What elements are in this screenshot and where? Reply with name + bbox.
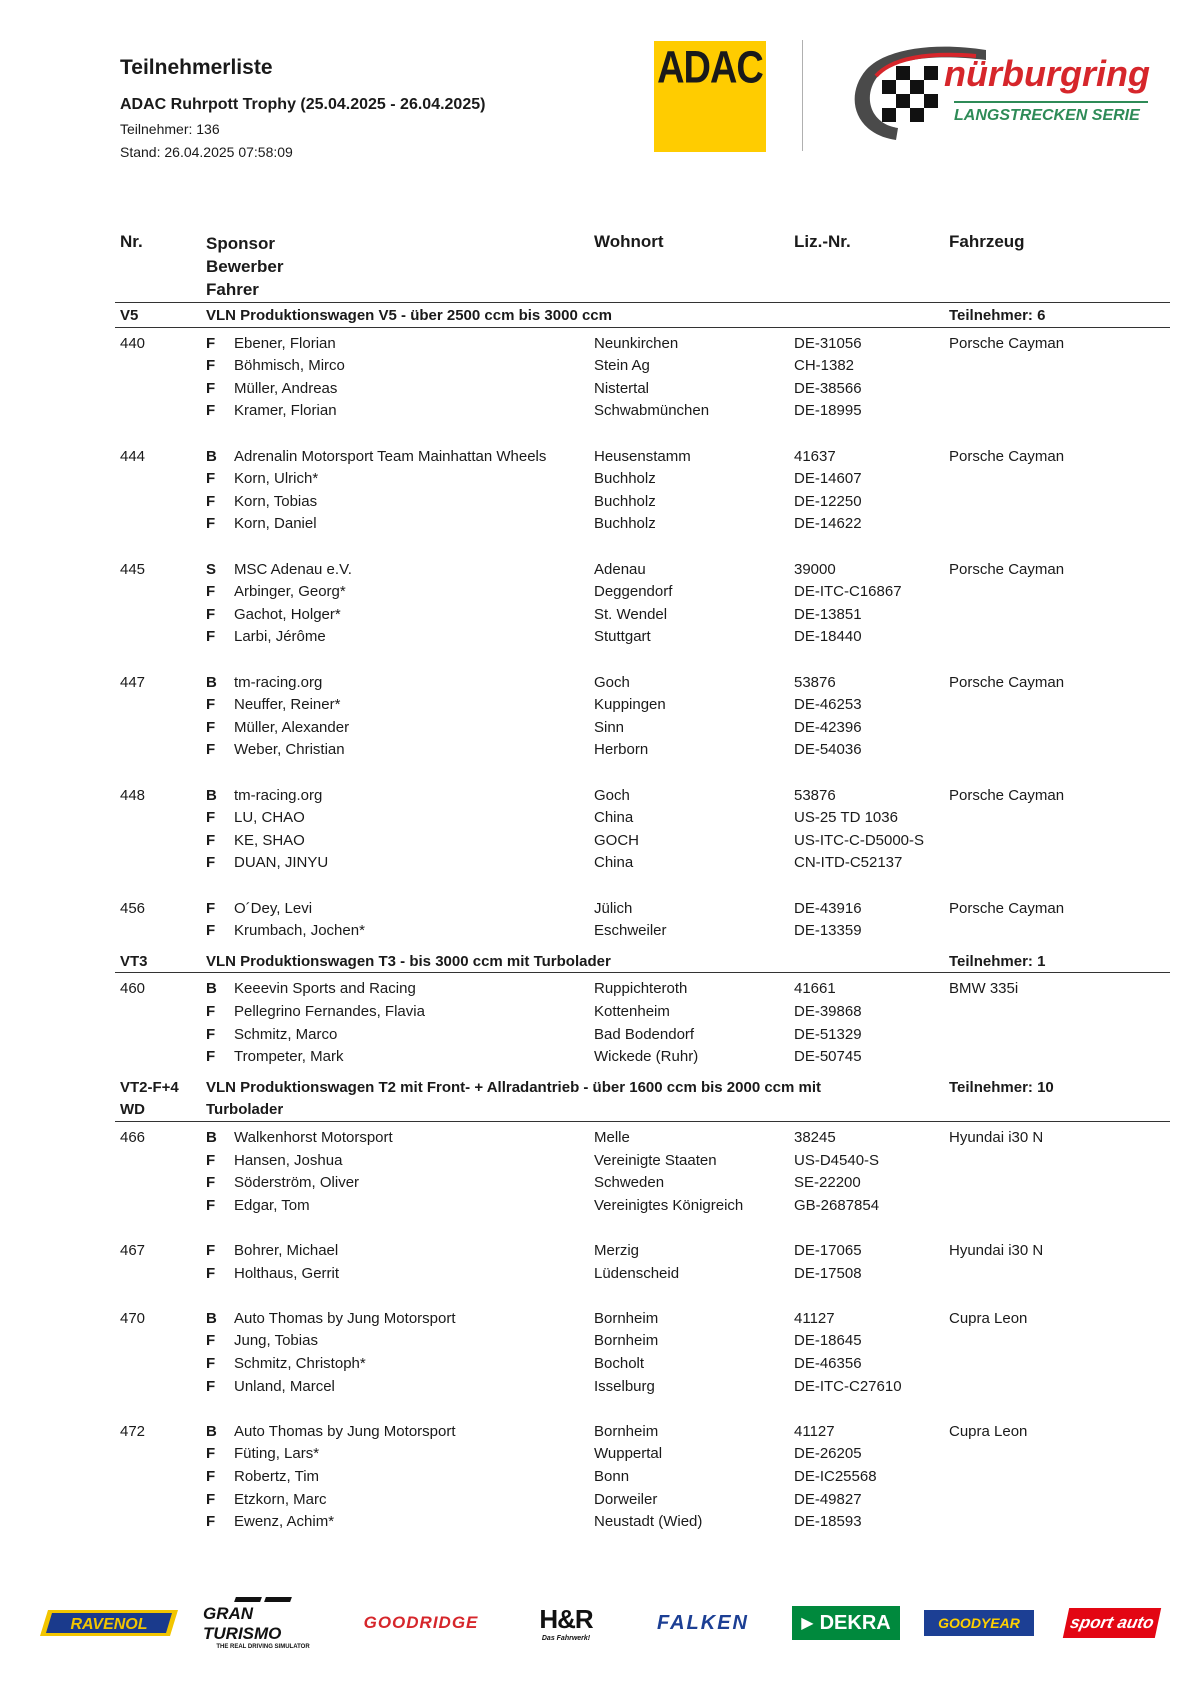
residence: Schwabmünchen (594, 402, 710, 420)
participant-row (0, 332, 1190, 355)
start-number: 456 (120, 899, 146, 917)
residence: Schweden (594, 1174, 665, 1192)
start-number: 448 (120, 786, 146, 804)
residence: Goch (594, 673, 630, 691)
event-title: ADAC Ruhrpott Trophy (25.04.2025 - 26.04.2025) (120, 96, 486, 113)
stand-timestamp: Stand: 26.04.2025 07:58:09 (120, 144, 293, 160)
participant-name: Ewenz, Achim* (234, 1513, 335, 1531)
license-number: DE-17508 (794, 1264, 862, 1282)
residence: Bocholt (594, 1355, 645, 1372)
license-number: US-ITC-C-D5000-S (794, 831, 925, 849)
role-code: B (206, 1422, 217, 1440)
start-number: 447 (120, 673, 146, 691)
participant-row (0, 490, 1190, 513)
dekra-logo (792, 1606, 900, 1640)
section-rule (115, 972, 1170, 973)
start-number: 467 (120, 1242, 146, 1259)
residence: Bornheim (594, 1332, 659, 1350)
role-code: B (206, 1309, 217, 1327)
ravenol-logo (40, 1600, 178, 1646)
residence: Stein Ag (594, 357, 650, 375)
participant-row (0, 1307, 1190, 1330)
participant-row (0, 467, 1190, 490)
role-code: F (206, 1025, 216, 1043)
participant-row (0, 1171, 1190, 1194)
participant-name: Müller, Alexander (234, 718, 350, 736)
residence: Sinn (594, 718, 625, 736)
participant-row (0, 1329, 1190, 1352)
start-number: 445 (120, 560, 146, 578)
residence: Bornheim (594, 1422, 659, 1440)
residence: Kottenheim (594, 1003, 670, 1020)
participant-row (0, 738, 1190, 761)
residence: Isselburg (594, 1377, 655, 1395)
page-title: Teilnehmerliste (120, 56, 273, 79)
participant-name: O´Dey, Levi (234, 899, 313, 917)
ravenol-wordmark: RAVENOL (70, 1616, 148, 1633)
hr-logo (520, 1600, 612, 1646)
vehicle: Porsche Cayman (949, 899, 1065, 917)
role-code: F (206, 1355, 216, 1372)
participant-row (0, 1420, 1190, 1443)
nuerburgring-wordmark: nürburgring (944, 53, 1150, 94)
column-bewerber: Bewerber (206, 257, 284, 276)
role-code: S (206, 560, 217, 578)
license-number: DE-54036 (794, 741, 862, 759)
participant-name: Böhmisch, Mirco (234, 357, 345, 375)
license-number: US-25 TD 1036 (794, 809, 898, 827)
vehicle: BMW 335i (949, 980, 1019, 998)
section-class-code-cont: WD (120, 1101, 145, 1119)
vehicle: Porsche Cayman (949, 447, 1065, 465)
participant-row (0, 1488, 1190, 1511)
participant-row (0, 377, 1190, 400)
participant-name: Neuffer, Reiner* (234, 696, 341, 714)
goodyear-logo: GOODYEAR (924, 1610, 1034, 1636)
role-code: F (206, 1242, 216, 1259)
participant-name: Ebener, Florian (234, 334, 336, 352)
vehicle: Hyundai i30 N (949, 1129, 1044, 1146)
role-code: B (206, 1129, 217, 1146)
participant-name: Schmitz, Marco (234, 1025, 338, 1043)
start-number: 440 (120, 334, 146, 352)
license-number: DE-39868 (794, 1003, 862, 1020)
section-title: VLN Produktionswagen V5 - über 2500 ccm bis 3000 ccm (206, 307, 612, 324)
participant-row (0, 977, 1190, 1000)
participant-name: MSC Adenau e.V. (234, 560, 352, 578)
participant-name: Hansen, Joshua (234, 1151, 343, 1169)
license-number: DE-46356 (794, 1355, 862, 1372)
license-number: 41661 (794, 980, 836, 998)
gran-turismo-wordmark: GRAN TURISMO (203, 1603, 282, 1643)
participant-name: Jung, Tobias (234, 1332, 318, 1350)
participant-row (0, 603, 1190, 626)
participant-name: tm-racing.org (234, 673, 323, 691)
residence: Bornheim (594, 1309, 659, 1327)
license-number: 38245 (794, 1129, 836, 1146)
adac-logo (654, 41, 766, 152)
vehicle: Porsche Cayman (949, 334, 1065, 352)
participant-row (0, 851, 1190, 874)
participant-row (0, 512, 1190, 535)
license-number: 41637 (794, 447, 836, 465)
residence: Buchholz (594, 470, 656, 488)
role-code: F (206, 1264, 216, 1282)
participant-name: Unland, Marcel (234, 1377, 335, 1395)
license-number: DE-ITC-C16867 (794, 583, 902, 601)
participant-row (0, 1126, 1190, 1149)
residence: Vereinigtes Königreich (594, 1196, 744, 1214)
residence: Stuttgart (594, 628, 651, 646)
license-number: DE-18645 (794, 1332, 862, 1350)
participant-row (0, 580, 1190, 603)
participant-row (0, 399, 1190, 422)
participant-name: Larbi, Jérôme (234, 628, 326, 646)
participant-row (0, 354, 1190, 377)
residence: China (594, 809, 634, 827)
residence: Vereinigte Staaten (594, 1151, 717, 1169)
residence: Wickede (Ruhr) (594, 1048, 699, 1066)
participant-row (0, 1023, 1190, 1046)
participant-name: Edgar, Tom (234, 1196, 310, 1214)
residence: Dorweiler (594, 1490, 658, 1508)
dekra-wordmark: DEKRA (819, 1611, 891, 1634)
section-class-code: VT2-F+4 (120, 1078, 179, 1096)
participant-name: Müller, Andreas (234, 379, 338, 397)
role-code: B (206, 447, 217, 465)
license-number: 39000 (794, 560, 836, 578)
role-code: F (206, 357, 216, 375)
role-code: F (206, 605, 216, 623)
participant-name: Kramer, Florian (234, 402, 337, 420)
residence: St. Wendel (594, 605, 668, 623)
participant-row (0, 806, 1190, 829)
section-class-code: VT3 (120, 952, 148, 970)
license-number: 41127 (794, 1309, 835, 1327)
participant-name: DUAN, JINYU (234, 854, 329, 872)
participant-row (0, 897, 1190, 920)
license-number: CN-ITD-C52137 (794, 854, 903, 872)
participant-name: Söderström, Oliver (234, 1174, 360, 1192)
participant-name: Krumbach, Jochen* (234, 922, 365, 940)
residence: Adenau (594, 560, 646, 578)
residence: Jülich (594, 899, 633, 917)
vehicle: Cupra Leon (949, 1309, 1028, 1327)
license-number: GB-2687854 (794, 1196, 880, 1214)
dekra-arrow-icon: ▶ (801, 1615, 814, 1632)
participant-name: Korn, Tobias (234, 492, 318, 510)
license-number: DE-13359 (794, 922, 862, 940)
start-number: 460 (120, 980, 146, 998)
adac-logo-text: ADAC (657, 43, 763, 94)
section-title: VLN Produktionswagen T3 - bis 3000 ccm mit Turbolader (206, 952, 611, 970)
start-number: 466 (120, 1129, 146, 1146)
vehicle: Cupra Leon (949, 1422, 1028, 1440)
license-number: DE-14607 (794, 470, 862, 488)
participant-name: Korn, Daniel (234, 515, 317, 533)
participant-name: Auto Thomas by Jung Motorsport (234, 1309, 456, 1327)
participant-name: Bohrer, Michael (234, 1242, 339, 1259)
vehicle: Hyundai i30 N (949, 1242, 1044, 1259)
role-code: F (206, 1445, 216, 1463)
logo-divider (802, 40, 803, 151)
residence: Kuppingen (594, 696, 666, 714)
license-number: DE-IC25568 (794, 1468, 877, 1485)
checkered-flag-icon (882, 66, 938, 122)
start-number: 472 (120, 1422, 146, 1440)
participant-name: Trompeter, Mark (234, 1048, 344, 1066)
participant-row (0, 1000, 1190, 1023)
license-number: DE-43916 (794, 899, 862, 917)
langstrecken-serie-wordmark: LANGSTRECKEN SERIE (954, 107, 1140, 124)
role-code: F (206, 1468, 216, 1485)
participant-row (0, 1194, 1190, 1217)
participant-row (0, 1149, 1190, 1172)
hr-tagline: Das Fahrwerk! (541, 1635, 591, 1642)
document-header (120, 56, 485, 164)
column-fahrer: Fahrer (206, 280, 259, 299)
license-number: DE-50745 (794, 1048, 862, 1066)
residence: Bad Bodendorf (594, 1025, 695, 1043)
residence: China (594, 854, 634, 872)
license-number: DE-ITC-C27610 (794, 1377, 902, 1395)
license-number: DE-17065 (794, 1242, 862, 1259)
section-rule (115, 327, 1170, 328)
participant-name: Schmitz, Christoph* (234, 1355, 366, 1372)
role-code: F (206, 809, 216, 827)
residence: Goch (594, 786, 630, 804)
vehicle: Porsche Cayman (949, 673, 1065, 691)
participant-name: LU, CHAO (234, 809, 305, 827)
participant-row (0, 1352, 1190, 1375)
participant-name: KE, SHAO (234, 831, 305, 849)
header-rule (115, 302, 1170, 303)
participant-row (0, 1442, 1190, 1465)
role-code: F (206, 854, 216, 872)
residence: Melle (594, 1129, 630, 1146)
license-number: DE-12250 (794, 492, 862, 510)
role-code: F (206, 492, 216, 510)
participant-row (0, 445, 1190, 468)
role-code: F (206, 1174, 216, 1192)
section-title: VLN Produktionswagen T2 mit Front- + Allradantrieb - über 1600 ccm bis 2000 ccm mit (206, 1078, 822, 1096)
participant-row (0, 1510, 1190, 1533)
vehicle: Porsche Cayman (949, 560, 1065, 578)
participant-row (0, 784, 1190, 807)
section-title-cont: Turbolader (206, 1101, 284, 1119)
section-participant-count: Teilnehmer: 10 (949, 1078, 1054, 1096)
participant-name: tm-racing.org (234, 786, 323, 804)
participant-name: Adrenalin Motorsport Team Mainhattan Wheels (234, 447, 547, 465)
residence: Wuppertal (594, 1445, 663, 1463)
residence: Neunkirchen (594, 334, 679, 352)
role-code: F (206, 470, 216, 488)
participant-row (0, 1465, 1190, 1488)
license-number: DE-42396 (794, 718, 862, 736)
participant-count: Teilnehmer: 136 (120, 121, 220, 137)
residence: Herborn (594, 741, 649, 759)
license-number: DE-18593 (794, 1513, 862, 1531)
residence: Lüdenscheid (594, 1264, 680, 1282)
residence: Bonn (594, 1468, 630, 1485)
section-rule (115, 1121, 1170, 1122)
participant-row (0, 716, 1190, 739)
license-number: DE-49827 (794, 1490, 862, 1508)
gran-turismo-logo (203, 1600, 323, 1650)
participant-name: Robertz, Tim (234, 1468, 320, 1485)
participant-name: Gachot, Holger* (234, 605, 341, 623)
role-code: F (206, 899, 216, 917)
license-number: DE-13851 (794, 605, 862, 623)
role-code: F (206, 1151, 216, 1169)
goodridge-logo: GOODRIDGE (363, 1613, 479, 1632)
role-code: F (206, 831, 216, 849)
role-code: B (206, 980, 217, 998)
role-code: F (206, 1513, 216, 1531)
participant-name: Walkenhorst Motorsport (234, 1129, 393, 1146)
column-wohnort: Wohnort (594, 232, 664, 251)
license-number: DE-18440 (794, 628, 862, 646)
residence: Nistertal (594, 379, 650, 397)
role-code: F (206, 583, 216, 601)
participant-name: Pellegrino Fernandes, Flavia (234, 1003, 425, 1020)
license-number: DE-31056 (794, 334, 862, 352)
role-code: F (206, 1003, 216, 1020)
license-number: 53876 (794, 673, 836, 691)
license-number: 53876 (794, 786, 836, 804)
participant-row (0, 693, 1190, 716)
residence: Merzig (594, 1242, 640, 1259)
participant-name: Arbinger, Georg* (234, 583, 346, 601)
vehicle: Porsche Cayman (949, 786, 1065, 804)
column-sponsor: Sponsor (206, 234, 275, 253)
role-code: F (206, 741, 216, 759)
residence: Neustadt (Wied) (594, 1513, 703, 1531)
license-number: DE-14622 (794, 515, 862, 533)
section-class-code: V5 (120, 307, 139, 324)
role-code: B (206, 673, 217, 691)
license-number: DE-51329 (794, 1025, 862, 1043)
license-number: DE-38566 (794, 379, 862, 397)
role-code: F (206, 718, 216, 736)
license-number: DE-18995 (794, 402, 862, 420)
participant-row (0, 919, 1190, 942)
role-code: F (206, 628, 216, 646)
section-participant-count: Teilnehmer: 6 (949, 307, 1046, 324)
sport-auto-logo: sport auto (1063, 1608, 1161, 1638)
participant-name: Weber, Christian (234, 741, 345, 759)
role-code: F (206, 1048, 216, 1066)
role-code: F (206, 1332, 216, 1350)
participant-name: Holthaus, Gerrit (234, 1264, 340, 1282)
role-code: B (206, 786, 217, 804)
participant-row (0, 1262, 1190, 1285)
role-code: F (206, 334, 216, 352)
role-code: F (206, 515, 216, 533)
residence: Heusenstamm (594, 447, 691, 465)
column-liz: Liz.-Nr. (794, 232, 851, 251)
license-number: DE-46253 (794, 696, 862, 714)
participant-row (0, 829, 1190, 852)
residence: Eschweiler (594, 922, 667, 940)
column-nr: Nr. (120, 232, 143, 251)
nuerburgring-logo (836, 36, 1166, 156)
role-code: F (206, 696, 216, 714)
participant-name: Füting, Lars* (234, 1445, 320, 1463)
role-code: F (206, 1196, 216, 1214)
role-code: F (206, 1377, 216, 1395)
license-number: 41127 (794, 1422, 835, 1440)
participant-row (0, 671, 1190, 694)
participant-name: Korn, Ulrich* (234, 470, 319, 488)
sponsor-logo-row (0, 1600, 1190, 1650)
residence: Ruppichteroth (594, 980, 688, 998)
license-number: CH-1382 (794, 357, 855, 375)
license-number: SE-22200 (794, 1174, 861, 1192)
column-fahrzeug: Fahrzeug (949, 232, 1025, 251)
gran-turismo-tagline: THE REAL DRIVING SIMULATOR (216, 1643, 310, 1650)
start-number: 444 (120, 447, 146, 465)
license-number: DE-26205 (794, 1445, 862, 1463)
role-code: F (206, 402, 216, 420)
falken-logo: FALKEN (657, 1611, 749, 1634)
participant-row (0, 1045, 1190, 1068)
participant-name: Keeevin Sports and Racing (234, 980, 416, 998)
residence: Deggendorf (594, 583, 673, 601)
participant-name: Auto Thomas by Jung Motorsport (234, 1422, 456, 1440)
license-number: US-D4540-S (794, 1151, 880, 1169)
hr-wordmark: H&R (539, 1604, 593, 1634)
role-code: F (206, 922, 216, 940)
start-number: 470 (120, 1309, 146, 1327)
role-code: F (206, 379, 216, 397)
participant-row (0, 1239, 1190, 1262)
residence: Buchholz (594, 515, 656, 533)
participant-row (0, 558, 1190, 581)
residence: GOCH (594, 831, 639, 849)
participant-name: Etzkorn, Marc (234, 1490, 327, 1508)
residence: Buchholz (594, 492, 656, 510)
participant-row (0, 1375, 1190, 1398)
participant-row (0, 625, 1190, 648)
role-code: F (206, 1490, 216, 1508)
section-participant-count: Teilnehmer: 1 (949, 952, 1046, 970)
